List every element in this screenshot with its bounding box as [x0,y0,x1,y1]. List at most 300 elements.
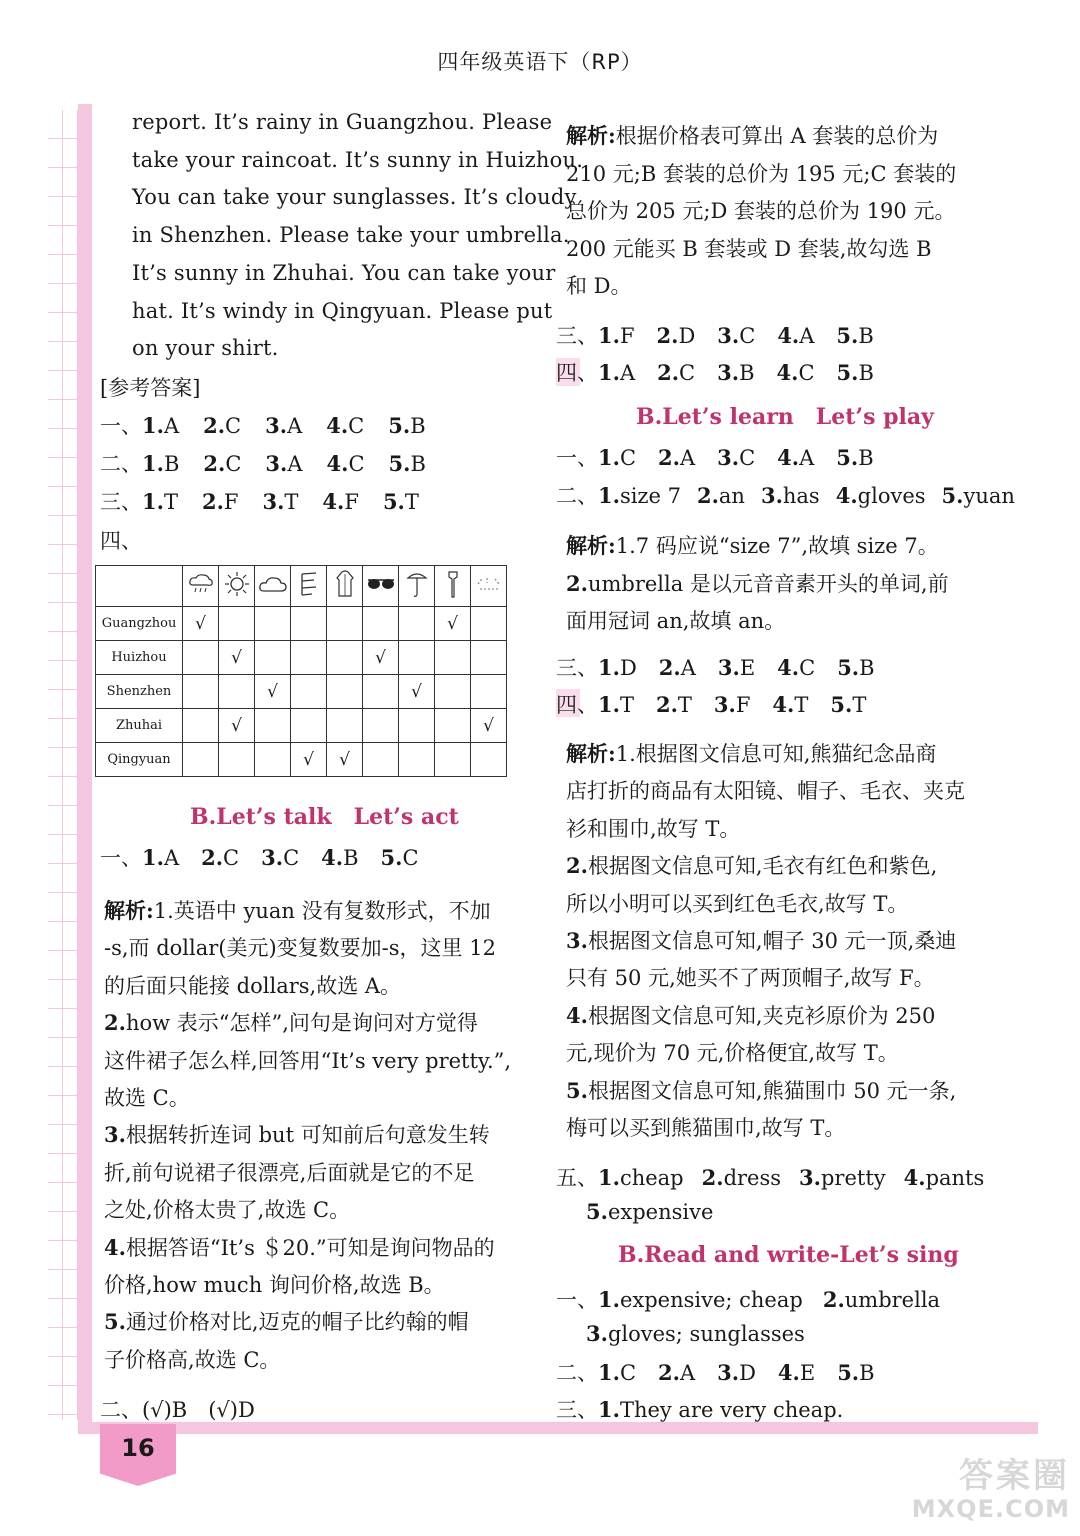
empty-cell [219,743,255,777]
answer-number: 3. [717,445,740,470]
answer-number: 5. [586,1199,608,1224]
answer-number: 1. [598,1165,620,1190]
explain-text: 根据图文信息可知,毛衣有红色和紫色, [587,854,938,879]
answer-number: 4. [835,483,858,508]
answer-value: A [287,452,303,476]
watermark-line2: MXQE.COM [911,1495,1070,1523]
answer-row [556,689,866,719]
empty-cell [435,641,471,675]
empty-cell [471,641,507,675]
explain-number: 2. [566,853,588,879]
city-cell: Shenzhen [96,675,183,709]
explain-line [104,1306,469,1336]
answer-prefix: 二、 [556,1361,598,1385]
empty-cell [399,709,435,743]
table-header-row [96,566,507,607]
empty-cell [399,641,435,675]
answer-number: 5. [830,692,853,717]
empty-cell [471,675,507,709]
explain-number: 3. [104,1122,126,1148]
explain-line [104,1194,350,1224]
answer-number: 1. [598,1287,620,1312]
explain-number: 解析: [104,898,154,923]
weather-table [95,565,507,777]
answer-number: 2. [656,323,679,348]
explain-line [104,1269,445,1299]
passage-line [132,261,555,285]
check-cell: √ [471,709,507,743]
passage-text: hat. It’s windy in Qingyuan. Please put [132,298,553,323]
empty-cell [255,641,291,675]
answer-number: 1. [598,1360,620,1385]
answer-number: 1. [142,489,164,514]
answer-prefix: 二、 [100,452,142,476]
explain-text: 1.英语中 yuan 没有复数形式，不加 [153,899,491,923]
page-header: 四年级英语下（RP） [437,50,643,74]
margin-grid [48,110,78,1420]
passage-line [132,185,577,209]
explain-number: 5. [104,1309,126,1335]
table-row [96,709,507,743]
answer-number: 4. [326,413,349,438]
answer-value: C [348,452,365,476]
answer-prefix: 三、 [556,656,598,680]
table-row [96,607,507,641]
explain-number: 解析: [566,533,616,558]
answer-value: F [619,324,635,348]
table-icon-cell [435,566,471,607]
sidebar-stripe [78,104,92,1426]
answer-number: 4. [322,489,345,514]
explain-text: 梅可以买到熊猫围巾,故写 T。 [566,1116,846,1140]
answer-number: 5. [388,451,411,476]
rain-cloud-icon [187,573,215,600]
section-title-learn: B.Let’s learn Let’s play [636,404,934,430]
answer-prefix: 三、 [100,490,142,514]
table-row [96,675,507,709]
hat-icon [443,569,463,604]
answer-value: A [619,361,636,385]
explain-line [104,1045,511,1075]
section-title-talk: B.Let’s talk Let’s act [190,804,459,830]
explain-text: 折,前句说裙子很漂亮,后面就是它的不足 [104,1160,475,1185]
shirt-icon [475,575,503,598]
explain-text: 根据图文信息可知,夹克衫原价为 250 [587,1003,936,1028]
empty-cell [291,607,327,641]
answer-number: 1. [598,692,620,717]
section-title-read: B.Read and write-Let’s sing [618,1242,959,1268]
explain-line [104,1157,474,1187]
table-row [96,743,507,777]
explain-text: 根据图文信息可知,熊猫围巾 50 元一条, [587,1078,957,1103]
answer-value: F [223,490,239,514]
answer-value: T [852,693,867,717]
answer-row [556,480,1015,510]
text-span: 四、 [100,529,142,553]
answer-number: 3. [717,323,740,348]
explain-line [566,120,938,150]
answer-number: 4. [903,1165,926,1190]
answer-value: A [799,446,815,470]
answer-value: gloves [857,484,926,508]
table-icon-cell [183,566,219,607]
answer-value: F [344,490,359,514]
answer-number: 1. [598,483,620,508]
passage-text: report. It’s rainy in Guangzhou. Please [132,110,553,134]
explain-number: 4. [104,1234,126,1260]
empty-cell [291,709,327,743]
wind-icon [298,571,320,602]
page-number: 16 [121,1434,155,1462]
explain-text: 1.根据图文信息可知,熊猫纪念品商 [615,742,937,766]
answer-value: C [798,361,815,385]
cloud-icon [258,574,288,599]
check-cell: √ [363,641,399,675]
answer-value: C [799,656,816,680]
empty-cell [183,743,219,777]
answer-number: 3. [262,489,285,514]
empty-cell [435,675,471,709]
explain-line [104,1232,495,1262]
explain-line [104,1344,280,1374]
explain-line [566,888,908,918]
answer-prefix: 三、 [556,324,598,348]
check-cell: √ [291,743,327,777]
check-cell: √ [327,743,363,777]
answer-value: B [163,452,180,476]
answer-value: D [619,656,637,680]
answer-number: 3. [717,360,740,385]
empty-cell [183,641,219,675]
answer-row [556,1394,843,1424]
answer-number: 3. [586,1321,608,1346]
answer-prefix: 一、 [100,846,142,870]
answer-prefix: 一、 [100,414,142,438]
table-icon-cell [471,566,507,607]
answer-value: B [858,361,874,385]
table-icon-cell [255,566,291,607]
sun-icon [224,571,250,602]
answer-number: 2. [701,1165,724,1190]
explain-number: 4. [566,1002,588,1028]
answer-prefix: 五、 [556,1166,598,1190]
answer-value: pretty [820,1166,886,1190]
explain-text: 故选 C。 [104,1086,190,1110]
answer-row [556,652,875,682]
answer-number: 2. [657,360,680,385]
four-label [100,525,142,555]
explain-text: 根据答语“It’s ＄20.”可知是询问物品的 [125,1235,495,1260]
answer-number: 5. [837,1360,860,1385]
explain-line [104,1119,490,1149]
answer-value: C [679,361,696,385]
explain-line [566,158,956,188]
answer-value: C [739,324,756,348]
passage-line [132,110,552,134]
answer-value: A [163,414,180,438]
explain-line [566,1037,899,1067]
table-icon-cell [399,566,435,607]
answer-number: 2. [203,413,226,438]
empty-cell [183,675,219,709]
answer-number: 4. [772,692,795,717]
answer-value: They are very cheap. [619,1398,844,1422]
answer-value: F [735,693,751,717]
passage-line [132,336,279,360]
explain-text: umbrella 是以元音音素开头的单词,前 [587,571,949,596]
answer-number: 5. [388,413,411,438]
empty-cell [471,743,507,777]
check-cell: √ [399,675,435,709]
empty-cell [255,743,291,777]
empty-cell [255,709,291,743]
answer-number: 3. [265,451,288,476]
answer-value: B [858,324,874,348]
explain-text: 的后面只能接 dollars,故选 A。 [104,973,402,998]
answer-prefix: 二、 [556,484,598,508]
answer-value: D [739,1361,756,1385]
explain-text: 和 D。 [566,274,632,298]
city-cell: Huizhou [96,641,183,675]
explain-line [566,1075,956,1105]
explain-text: 之处,价格太贵了,故选 C。 [104,1198,351,1223]
table-icon-cell [291,566,327,607]
explain-line [104,895,491,925]
explain-line [566,1000,935,1030]
explain-text: 200 元能买 B 套装或 D 套装,故勾选 B [566,236,932,261]
answer-number: 2. [201,845,224,870]
explain-text: how 表示“怎样”,问句是询问对方觉得 [125,1011,478,1036]
answer-value: C [619,446,637,470]
answer-value: pants [925,1166,985,1190]
explain-text: 1.7 码应说“size 7”,故填 size 7。 [615,534,939,558]
answer-value: B [858,446,874,470]
explain-line [566,925,956,955]
answer-number: 3. [760,483,783,508]
answer-prefix: 四、 [556,693,598,717]
answer-value: B [410,414,426,438]
explain-text: 衫和围巾,故写 T。 [566,816,741,841]
answer-value: C [348,414,365,438]
explain-number: 解析: [566,123,616,148]
answer-value: yuan [963,484,1015,508]
watermark [890,1448,1070,1523]
answer-value: A [799,324,815,348]
table-icon-cell [363,566,399,607]
explain-text: 210 元;B 套装的总价为 195 元;C 套装的 [566,161,957,186]
answer-value: A [680,656,696,680]
empty-cell [399,607,435,641]
city-cell: Zhuhai [96,709,183,743]
empty-cell [291,675,327,709]
answer-prefix: 一、 [556,1288,598,1312]
watermark-line1: 答案圈 [959,1456,1070,1496]
empty-cell [219,675,255,709]
explain-line [104,1082,190,1112]
city-cell: Guangzhou [96,607,183,641]
empty-cell [435,709,471,743]
answer-number: 4. [321,845,344,870]
answer-value: B [410,452,426,476]
answer-number: 4. [777,445,800,470]
passage-text: take your raincoat. It’s sunny in Huizhou. [132,147,584,172]
table-row [96,641,507,675]
passage-line [132,148,583,172]
answer-number: 3. [261,845,284,870]
explain-text: 通过价格对比,迈克的帽子比约翰的帽 [125,1310,469,1335]
empty-cell [219,607,255,641]
empty-cell [327,641,363,675]
answer-number: 2. [658,445,680,470]
explain-number: 解析: [566,741,616,766]
answer-value: E [799,1361,816,1385]
answer-value: expensive; cheap [619,1288,803,1312]
answer-row [556,442,874,472]
answer-number: 2. [203,451,226,476]
passage-text: You can take your sunglasses. It’s cloudy [132,185,577,210]
answer-value: A [163,846,180,870]
answer-number: 1. [598,655,620,680]
answer-row [556,1357,875,1387]
empty-cell [327,709,363,743]
explain-number: 2. [566,570,588,596]
answer-value: size 7 [619,484,681,508]
check-cell: √ [435,607,471,641]
explain-text: 这件裙子怎么样,回答用“It’s very pretty.”, [104,1048,512,1073]
explain-line [566,775,965,805]
explain-text: 元,现价为 70 元,价格便宜,故写 T。 [566,1041,899,1066]
answer-value: C [225,452,242,476]
explain-text: 只有 50 元,她买不了两顶帽子,故写 F。 [566,966,935,991]
answer-number: 3. [717,655,740,680]
answer-number: 2. [696,483,719,508]
explain-line [566,195,955,225]
answer-number: 5. [382,489,405,514]
answer-number: 3. [265,413,288,438]
explain-text: 店打折的商品有太阳镜、帽子、毛衣、夹克 [566,779,965,804]
answer-number: 5. [837,655,860,680]
explain-number: 5. [566,1077,588,1103]
answer-value: gloves; sunglasses [607,1322,805,1346]
answer-value: C [225,414,242,438]
answer-number: 4. [777,655,800,680]
answer-number: 4. [326,451,349,476]
explain-line [566,568,949,598]
answer-value: B [859,656,875,680]
empty-cell [363,675,399,709]
answer-row [100,448,426,478]
answer-number: 5. [836,323,859,348]
empty-cell [363,743,399,777]
passage-line [132,223,570,247]
check-cell: √ [219,641,255,675]
answer-value: cheap [619,1166,684,1190]
answer-number: 4. [777,1360,800,1385]
answer-value: A [287,414,303,438]
answer-number: 5. [836,445,859,470]
answer-value: T [163,490,178,514]
explain-text: 所以小明可以买到红色毛衣,故写 T。 [566,891,909,916]
answer-value: B [343,846,359,870]
answer-value: T [794,693,809,717]
explain-text: 子价格高,故选 C。 [104,1347,281,1372]
table-icon-cell [219,566,255,607]
answer-number: 5. [836,360,859,385]
raincoat-icon [333,570,357,603]
answer-prefix: 四、 [556,361,598,385]
answer-number: 1. [142,845,164,870]
empty-cell [255,607,291,641]
answer-value: E [739,656,756,680]
answer-value: T [677,693,692,717]
answer-row [556,320,874,350]
explain-line [566,605,785,635]
explain-line [104,1007,478,1037]
answer-row-cont [586,1321,805,1346]
explain-line [566,530,939,560]
text-span: [参考答案] [100,376,201,400]
answer-value: C [739,446,756,470]
explain-line [566,233,932,263]
explain-number: 3. [566,928,588,953]
text-span: 二、(√)B (√)D [100,1398,255,1422]
answer-value: has [782,484,820,508]
explain-line [566,962,935,992]
answer-value: B [859,1361,875,1385]
answer-value: D [678,324,696,348]
explain-text: 总价为 205 元;D 套装的总价为 190 元。 [566,199,956,223]
empty-cell [435,743,471,777]
empty-cell [327,675,363,709]
answer-value: dress [723,1166,782,1190]
answer-number: 1. [598,445,620,470]
answer-value: A [679,1361,696,1385]
answer-value: expensive [607,1200,714,1224]
answer-row-last [100,1394,255,1424]
empty-cell [183,709,219,743]
answer-value: C [402,846,419,870]
answer-number: 1. [598,1397,620,1422]
empty-cell [327,607,363,641]
explain-line [566,850,937,880]
answer-value: B [739,361,755,385]
answer-value: umbrella [844,1288,941,1312]
empty-cell [291,641,327,675]
explain-line [104,970,401,1000]
answer-row [100,486,419,516]
answer-number: 4. [776,360,799,385]
answer-number: 3. [713,692,736,717]
answer-value: an [718,484,745,508]
check-cell: √ [219,709,255,743]
explain-line [566,270,632,300]
check-cell: √ [255,675,291,709]
answer-prefix: 三、 [556,1398,598,1422]
answer-number: 4. [777,323,800,348]
answer-number: 1. [142,413,164,438]
answer-number: 1. [598,360,620,385]
passage-text: in Shenzhen. Please take your umbrella. [132,223,570,248]
answer-row [556,1284,940,1314]
table-icon-cell [327,566,363,607]
answer-number: 1. [598,323,620,348]
answer-number: 2. [201,489,224,514]
explain-text: 面用冠词 an,故填 an。 [566,609,786,633]
explain-text: 根据转折连词 but 可知前后句意发生转 [125,1123,490,1148]
answer-value: C [283,846,300,870]
empty-cell [471,607,507,641]
ref-answer-label [100,372,200,402]
